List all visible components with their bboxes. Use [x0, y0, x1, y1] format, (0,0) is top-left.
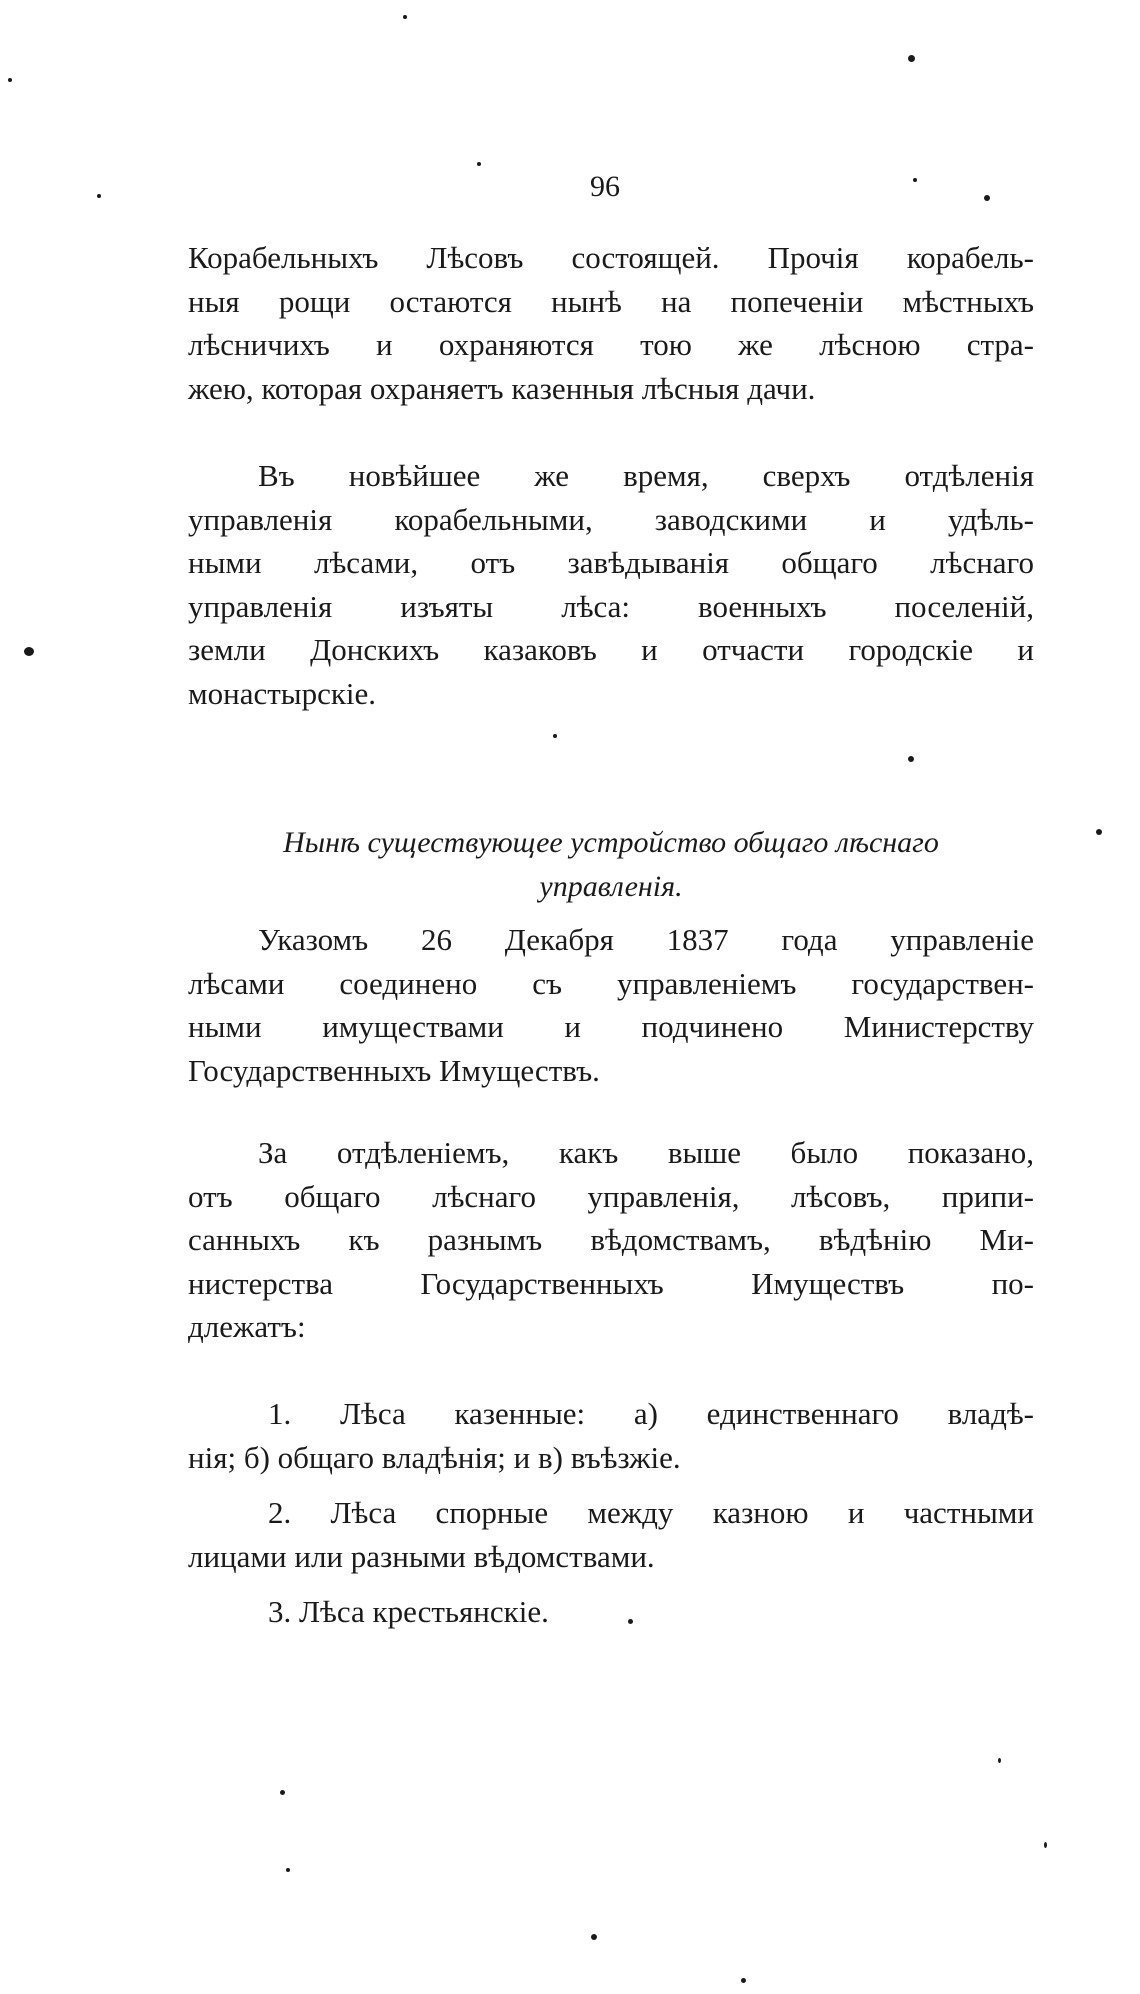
list-item: 3. Лѣса крестьянскіе. [268, 1594, 549, 1629]
text-line: Корабельныхъ Лѣсовъ состоящей. Прочія корабель- [188, 240, 1034, 275]
text-line: длежатъ: [188, 1309, 306, 1344]
scan-speck [998, 1758, 1001, 1763]
heading-line: Нынѣ существующее устройство общаго лѣснаго [283, 826, 939, 859]
scan-speck [628, 1619, 633, 1624]
text-line: ныя рощи остаются нынѣ на попеченіи мѣстныхъ [188, 283, 1034, 319]
scan-speck [24, 647, 34, 656]
forest-types-list [188, 1392, 1034, 1634]
list-item: 2. Лѣса спорные между казною и частными [268, 1495, 1034, 1530]
scan-speck [97, 194, 101, 198]
scan-speck [741, 1978, 746, 1983]
scan-speck [553, 734, 557, 738]
text-line: За отдѣленіемъ, какъ выше было показано, [258, 1135, 1034, 1170]
text-line: земли Донскихъ казаковъ и отчасти городскіе и [188, 632, 1034, 667]
text-line: Государственныхъ Имуществъ. [188, 1052, 600, 1088]
list-item-continuation: нія; б) общаго владѣнія; и в) въѣзжіе. [188, 1439, 681, 1475]
scan-speck [908, 55, 915, 62]
scan-speck [286, 1868, 290, 1872]
text-line: нистерства Государственныхъ Имуществъ по- [188, 1265, 1034, 1301]
text-line: санныхъ къ разнымъ вѣдомствамъ, вѣдѣнію Ми- [188, 1222, 1034, 1257]
list-item-continuation: лицами или разными вѣдомствами. [188, 1538, 655, 1574]
text-line: Указомъ 26 Декабря 1837 года управленіе [258, 922, 1034, 957]
text-line: управленія корабельными, заводскими и удѣль- [188, 501, 1034, 537]
scan-speck [913, 178, 917, 182]
text-line: лѣсами соединено съ управленіемъ государствен- [188, 965, 1034, 1001]
scan-speck [8, 78, 12, 82]
paragraph-jurisdiction [188, 1131, 1034, 1349]
section-heading [188, 820, 1034, 907]
text-line: управленія изъяты лѣса: военныхъ поселеній, [188, 588, 1034, 624]
scan-speck [280, 1790, 285, 1795]
scan-speck [591, 1934, 597, 1940]
text-line: жею, которая охраняетъ казенныя лѣсныя дачи. [188, 370, 816, 406]
list-item: 1. Лѣса казенные: а) единственнаго владѣ- [268, 1396, 1034, 1431]
text-line: монастырскіе. [188, 675, 377, 711]
scan-speck [1044, 1842, 1047, 1848]
paragraph-recent-changes [188, 454, 1034, 715]
paragraph-decree [188, 918, 1034, 1092]
text-line: ными лѣсами, отъ завѣдыванія общаго лѣснаго [188, 545, 1034, 580]
scan-speck [984, 195, 990, 201]
text-line: ными имуществами и подчинено Министерству [188, 1009, 1034, 1044]
scan-speck [908, 756, 914, 762]
page-number: 96 [590, 170, 620, 203]
scan-speck [477, 162, 481, 166]
scan-speck [403, 15, 407, 19]
text-line: отъ общаго лѣснаго управленія, лѣсовъ, припи- [188, 1178, 1034, 1214]
text-line: Въ новѣйшее же время, сверхъ отдѣленія [258, 458, 1034, 493]
heading-line: управленія. [539, 869, 683, 903]
paragraph-continuation [188, 236, 1034, 410]
scan-speck [1096, 829, 1102, 835]
text-line: лѣсничихъ и охраняются тою же лѣсною стра- [188, 327, 1034, 362]
